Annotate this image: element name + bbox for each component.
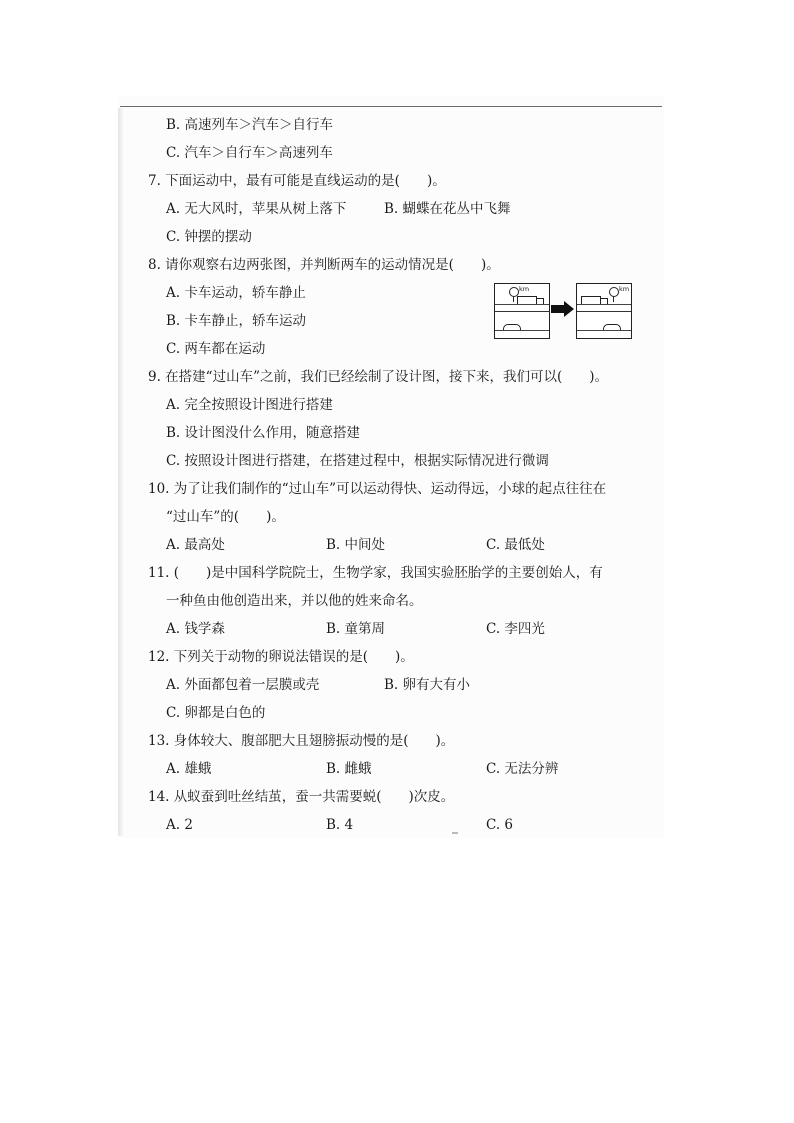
q11-option-b: B. 童第周	[326, 621, 386, 637]
upper-road-line	[495, 304, 549, 305]
lower-road-line	[577, 330, 631, 331]
q10-option-b: B. 中间处	[326, 537, 386, 553]
q12-option-c: C. 卵都是白色的	[166, 705, 266, 721]
q12-option-b: B. 卵有大有小	[384, 677, 471, 693]
question-8: 8. 请你观察右边两张图，并判断两车的运动情况是( )。	[148, 257, 500, 273]
lower-road-line	[495, 330, 549, 331]
question-9: 9. 在搭建“过山车”之前，我们已经绘制了设计图，接下来，我们可以( )。	[148, 369, 609, 385]
road-sign-post	[513, 296, 514, 302]
q9-option-b: B. 设计图没什么作用，随意搭建	[166, 425, 361, 441]
panel-divider	[495, 311, 549, 312]
question-12: 12. 下列关于动物的卵说法错误的是( )。	[148, 649, 414, 665]
question-13: 13. 身体较大、腹部肥大且翅膀振动慢的是( )。	[148, 733, 455, 749]
q8-option-b: B. 卡车静止，轿车运动	[166, 313, 307, 329]
q13-option-c: C. 无法分辨	[486, 761, 559, 777]
road-sign-icon	[609, 287, 619, 297]
q13-option-b: B. 雌蛾	[326, 761, 372, 777]
scene-after-panel	[576, 283, 632, 339]
question-10-continued: “过山车”的( )。	[166, 509, 285, 525]
q14-option-c: C. 6	[486, 817, 514, 833]
q9-option-c: C. 按照设计图进行搭建，在搭建过程中，根据实际情况进行微调	[166, 453, 549, 469]
question-14: 14. 从蚁蚕到吐丝结茧，蚕一共需要蜕( )次皮。	[148, 789, 455, 805]
upper-road-line	[577, 304, 631, 305]
q6-option-b: B. 高速列车＞汽车＞自行车	[166, 117, 334, 133]
q8-option-c: C. 两车都在运动	[166, 341, 266, 357]
q10-option-a: A. 最高处	[166, 537, 225, 553]
road-sign-label: km	[619, 285, 630, 293]
panel-divider	[577, 311, 631, 312]
arrow-shaft	[551, 305, 565, 313]
q10-option-c: C. 最低处	[486, 537, 545, 553]
question-10: 10. 为了让我们制作的“过山车”可以运动得快、运动得远，小球的起点往往在	[148, 481, 607, 497]
road-sign-label: km	[519, 285, 530, 293]
q14-option-b: B. 4	[326, 817, 354, 833]
q7-option-b: B. 蝴蝶在花丛中飞舞	[384, 201, 511, 217]
scene-before-panel	[494, 283, 550, 339]
scan-speck	[452, 832, 458, 834]
q14-option-a: A. 2	[166, 817, 193, 833]
vehicle-motion-figure	[494, 283, 634, 339]
q8-option-a: A. 卡车运动，轿车静止	[166, 285, 306, 301]
q13-option-a: A. 雄蛾	[166, 761, 212, 777]
road-sign-post	[613, 296, 614, 302]
q12-option-a: A. 外面都包着一层膜或壳	[166, 677, 320, 693]
question-11: 11. ( )是中国科学院院士，生物学家，我国实验胚胎学的主要创始人，有	[148, 565, 603, 581]
q11-option-c: C. 李四光	[486, 621, 545, 637]
question-11-continued: 一种鱼由他创造出来，并以他的姓来命名。	[166, 593, 423, 609]
arrow-right-icon	[564, 301, 574, 317]
question-7: 7. 下面运动中，最有可能是直线运动的是( )。	[148, 173, 446, 189]
q11-option-a: A. 钱学森	[166, 621, 225, 637]
q9-option-a: A. 完全按照设计图进行搭建	[166, 397, 333, 413]
q6-option-c: C. 汽车＞自行车＞高速列车	[166, 145, 333, 161]
q7-option-c: C. 钟摆的摆动	[166, 229, 252, 245]
q7-option-a: A. 无大风时，苹果从树上落下	[166, 201, 347, 217]
